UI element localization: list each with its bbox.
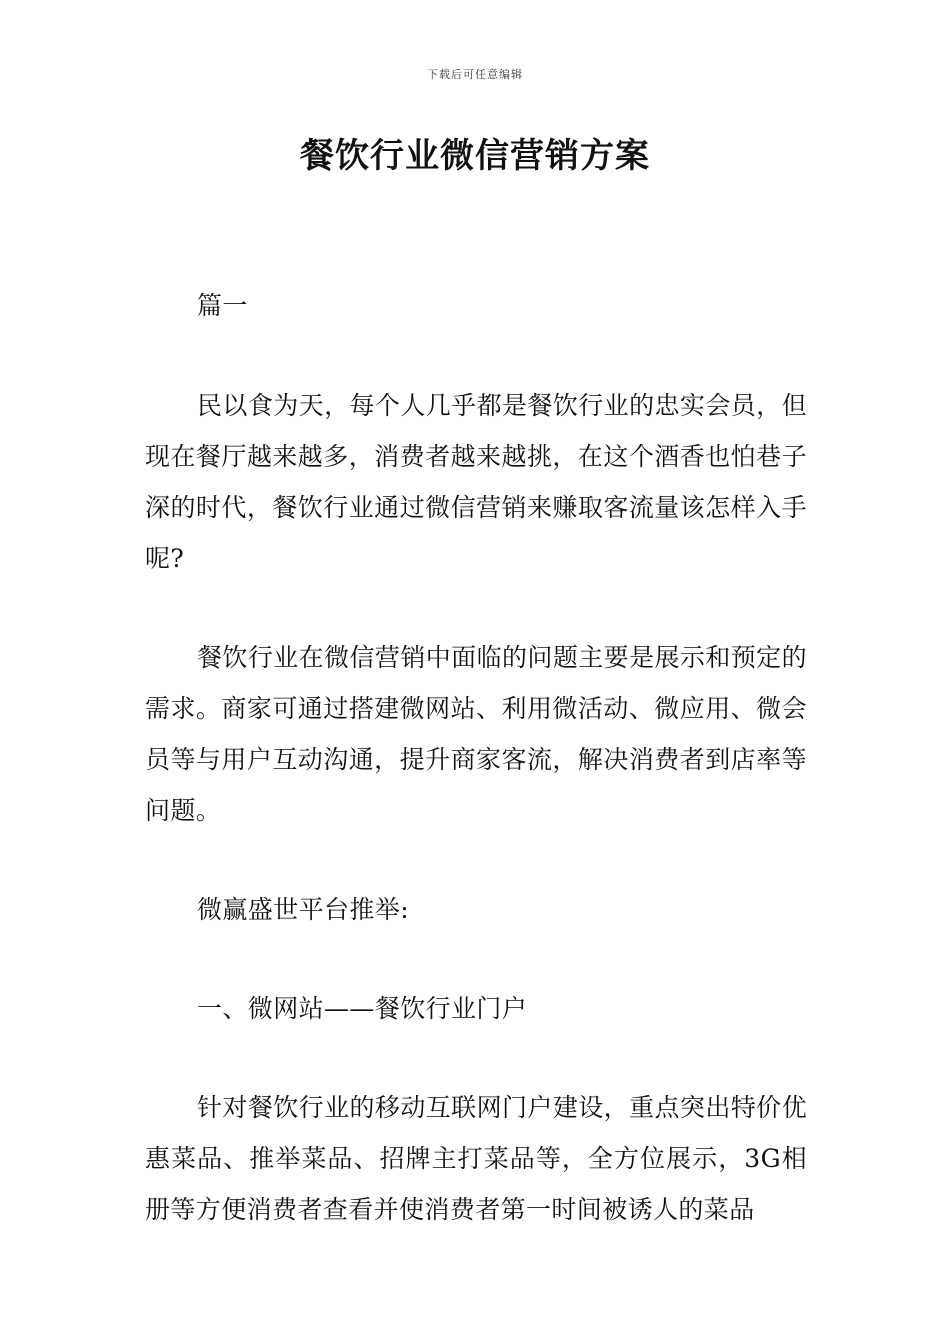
paragraph-problem: 餐饮行业在微信营销中面临的问题主要是展示和预定的需求。商家可通过搭建微网站、利用微活动、微应用、微会员等与用户互动沟通，提升商家客流，解决消费者到店率等问题。 (145, 643, 807, 825)
paragraph-platform: 微赢盛世平台推举: (197, 895, 410, 924)
header-note: 下载后可任意编辑 (427, 68, 523, 81)
paragraph-microsite: 针对餐饮行业的移动互联网门户建设，重点突出特价优惠菜品、推举菜品、招牌主打菜品等，全方位展示，3G相册等方便消费者查看并使消费者第一时间被诱人的菜品 (145, 1093, 807, 1224)
document-title: 餐饮行业微信营销方案 (300, 136, 650, 176)
paragraph-intro: 民以食为天，每个人几乎都是餐饮行业的忠实会员，但现在餐厅越来越多，消费者越来越挑，在这个酒香也怕巷子深的时代，餐饮行业通过微信营销来赚取客流量该怎样入手呢? (145, 391, 807, 573)
section-label: 篇一 (197, 291, 248, 320)
document-body (145, 280, 807, 1235)
section-heading-microsite: 一、微网站——餐饮行业门户 (197, 994, 528, 1023)
